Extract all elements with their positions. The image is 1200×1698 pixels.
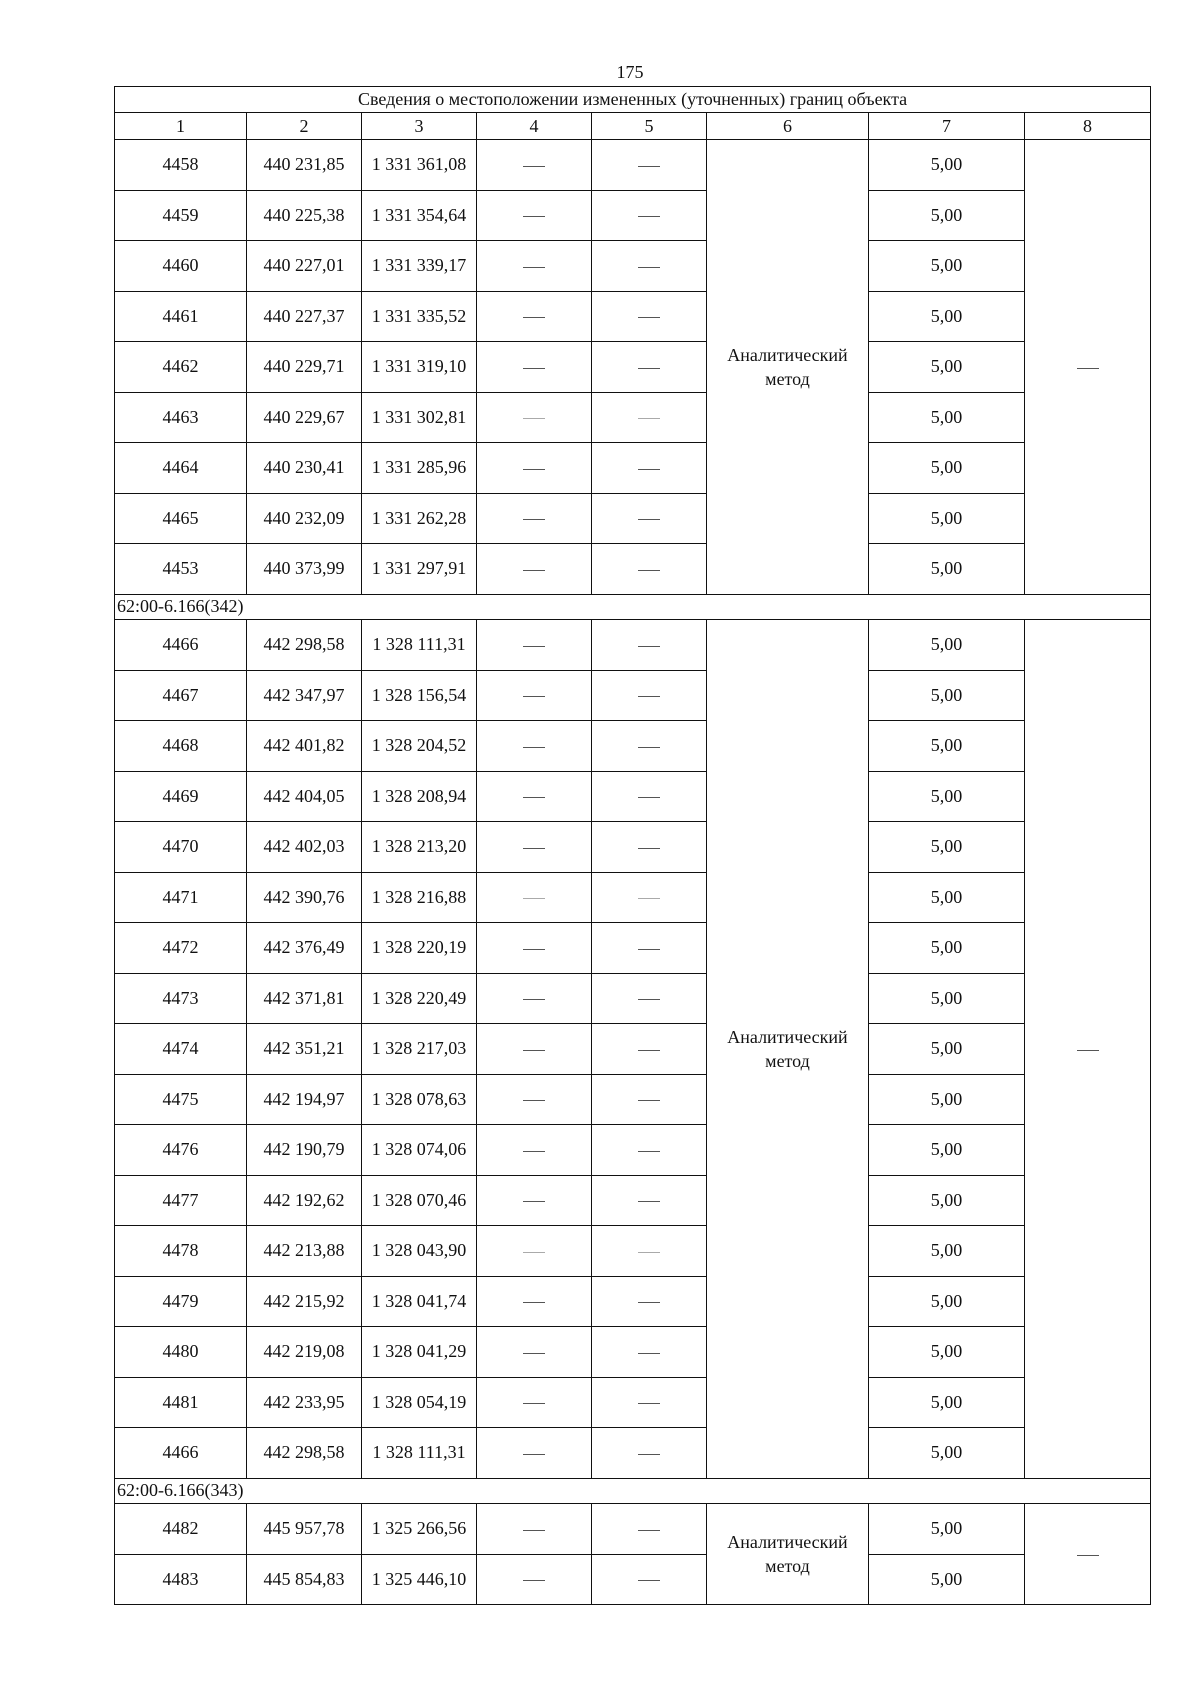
x-coordinate-cell: 442 298,58	[247, 1428, 362, 1479]
empty-value-cell	[477, 544, 592, 595]
empty-value-cell	[592, 1504, 707, 1555]
table-row	[115, 1276, 1151, 1327]
y-coordinate-cell: 1 331 335,52	[362, 291, 477, 342]
empty-value-cell	[592, 822, 707, 873]
empty-value-cell	[477, 822, 592, 873]
section-row	[115, 594, 1151, 620]
y-coordinate-cell: 1 328 220,19	[362, 923, 477, 974]
y-coordinate-cell: 1 328 220,49	[362, 973, 477, 1024]
point-number-cell: 4453	[115, 544, 247, 595]
boundary-table	[114, 86, 1151, 1605]
accuracy-cell: 5,00	[869, 1504, 1025, 1555]
empty-value-cell	[477, 973, 592, 1024]
point-number-cell: 4477	[115, 1175, 247, 1226]
empty-value-cell	[592, 544, 707, 595]
empty-value-cell	[477, 443, 592, 494]
y-coordinate-cell: 1 331 339,17	[362, 241, 477, 292]
empty-value-cell	[592, 923, 707, 974]
y-coordinate-cell: 1 331 302,81	[362, 392, 477, 443]
accuracy-cell: 5,00	[869, 923, 1025, 974]
dash-mark	[523, 1252, 545, 1253]
point-number-cell: 4469	[115, 771, 247, 822]
empty-value-cell	[592, 721, 707, 772]
y-coordinate-cell: 1 328 041,29	[362, 1327, 477, 1378]
empty-value-cell	[592, 190, 707, 241]
section-label: 62:00-6.166(343)	[115, 1478, 1151, 1504]
dash-mark	[523, 1100, 545, 1101]
dash-mark	[638, 1100, 660, 1101]
accuracy-cell: 5,00	[869, 872, 1025, 923]
empty-value-cell	[477, 1175, 592, 1226]
y-coordinate-cell: 1 328 217,03	[362, 1024, 477, 1075]
y-coordinate-cell: 1 328 074,06	[362, 1125, 477, 1176]
y-coordinate-cell: 1 331 262,28	[362, 493, 477, 544]
table-row	[115, 342, 1151, 393]
accuracy-cell: 5,00	[869, 771, 1025, 822]
table-row	[115, 721, 1151, 772]
x-coordinate-cell: 442 219,08	[247, 1327, 362, 1378]
empty-value-cell	[477, 670, 592, 721]
table-row	[115, 1554, 1151, 1605]
point-number-cell: 4465	[115, 493, 247, 544]
x-coordinate-cell: 442 233,95	[247, 1377, 362, 1428]
column-header: 2	[247, 113, 362, 140]
accuracy-cell: 5,00	[869, 392, 1025, 443]
empty-value-cell	[477, 620, 592, 671]
empty-value-cell	[592, 392, 707, 443]
dash-mark	[638, 747, 660, 748]
table-row	[115, 291, 1151, 342]
dash-mark	[523, 519, 545, 520]
empty-value-cell	[592, 872, 707, 923]
accuracy-cell: 5,00	[869, 670, 1025, 721]
point-number-cell: 4460	[115, 241, 247, 292]
dash-mark	[638, 1302, 660, 1303]
dash-mark	[638, 1403, 660, 1404]
accuracy-cell: 5,00	[869, 1327, 1025, 1378]
dash-mark	[638, 166, 660, 167]
table-row	[115, 1074, 1151, 1125]
column-header: 5	[592, 113, 707, 140]
empty-value-cell	[592, 1428, 707, 1479]
accuracy-cell: 5,00	[869, 1276, 1025, 1327]
empty-value-cell	[477, 1276, 592, 1327]
column-header: 4	[477, 113, 592, 140]
table-row	[115, 140, 1151, 191]
x-coordinate-cell: 442 213,88	[247, 1226, 362, 1277]
empty-value-cell	[477, 241, 592, 292]
page-number: 175	[616, 62, 644, 82]
point-number-cell: 4462	[115, 342, 247, 393]
table-row	[115, 973, 1151, 1024]
dash-mark	[1077, 1050, 1099, 1051]
dash-mark	[638, 519, 660, 520]
x-coordinate-cell: 442 404,05	[247, 771, 362, 822]
dash-mark	[523, 1302, 545, 1303]
dash-mark	[523, 216, 545, 217]
x-coordinate-cell: 440 229,71	[247, 342, 362, 393]
y-coordinate-cell: 1 328 070,46	[362, 1175, 477, 1226]
point-number-cell: 4483	[115, 1554, 247, 1605]
dash-mark	[638, 267, 660, 268]
method-line: метод	[765, 368, 810, 389]
empty-value-cell	[477, 721, 592, 772]
dash-mark	[638, 1151, 660, 1152]
dash-mark	[638, 898, 660, 899]
table-row	[115, 620, 1151, 671]
accuracy-cell: 5,00	[869, 443, 1025, 494]
dash-mark	[638, 999, 660, 1000]
dash-mark	[638, 570, 660, 571]
dash-mark	[523, 570, 545, 571]
accuracy-cell: 5,00	[869, 291, 1025, 342]
y-coordinate-cell: 1 328 041,74	[362, 1276, 477, 1327]
column-header: 6	[707, 113, 869, 140]
point-number-cell: 4467	[115, 670, 247, 721]
point-number-cell: 4481	[115, 1377, 247, 1428]
accuracy-cell: 5,00	[869, 241, 1025, 292]
y-coordinate-cell: 1 328 156,54	[362, 670, 477, 721]
dash-mark	[638, 949, 660, 950]
method-line: Аналитический	[727, 1532, 848, 1552]
empty-value-cell	[592, 771, 707, 822]
dash-mark	[638, 646, 660, 647]
y-coordinate-cell: 1 325 266,56	[362, 1504, 477, 1555]
section-label: 62:00-6.166(342)	[115, 594, 1151, 620]
dash-mark	[638, 797, 660, 798]
dash-mark	[638, 368, 660, 369]
x-coordinate-cell: 442 347,97	[247, 670, 362, 721]
y-coordinate-cell: 1 328 111,31	[362, 620, 477, 671]
point-number-cell: 4472	[115, 923, 247, 974]
dash-mark	[523, 898, 545, 899]
empty-value-cell	[592, 1226, 707, 1277]
y-coordinate-cell: 1 331 354,64	[362, 190, 477, 241]
column-header: 7	[869, 113, 1025, 140]
empty-value-cell	[477, 140, 592, 191]
accuracy-cell: 5,00	[869, 973, 1025, 1024]
x-coordinate-cell: 440 230,41	[247, 443, 362, 494]
x-coordinate-cell: 440 232,09	[247, 493, 362, 544]
x-coordinate-cell: 440 227,01	[247, 241, 362, 292]
x-coordinate-cell: 442 402,03	[247, 822, 362, 873]
dash-mark	[523, 267, 545, 268]
accuracy-cell: 5,00	[869, 1377, 1025, 1428]
point-number-cell: 4478	[115, 1226, 247, 1277]
dash-mark	[523, 1201, 545, 1202]
empty-value-cell	[477, 1504, 592, 1555]
dash-mark	[523, 797, 545, 798]
dash-mark	[638, 418, 660, 419]
dash-mark	[523, 848, 545, 849]
point-number-cell: 4466	[115, 620, 247, 671]
x-coordinate-cell: 442 376,49	[247, 923, 362, 974]
x-coordinate-cell: 442 192,62	[247, 1175, 362, 1226]
empty-value-cell	[592, 493, 707, 544]
dash-mark	[523, 1403, 545, 1404]
accuracy-cell: 5,00	[869, 342, 1025, 393]
method-cell	[707, 1504, 869, 1605]
dash-mark	[638, 1252, 660, 1253]
point-number-cell: 4464	[115, 443, 247, 494]
dash-mark	[638, 848, 660, 849]
table-row	[115, 1327, 1151, 1378]
dash-mark	[523, 646, 545, 647]
accuracy-cell: 5,00	[869, 721, 1025, 772]
section-row	[115, 1478, 1151, 1504]
method-line: метод	[765, 1556, 810, 1576]
dash-mark	[638, 1530, 660, 1531]
y-coordinate-cell: 1 331 285,96	[362, 443, 477, 494]
accuracy-cell: 5,00	[869, 1554, 1025, 1605]
empty-value-cell	[477, 1125, 592, 1176]
y-coordinate-cell: 1 328 043,90	[362, 1226, 477, 1277]
empty-value-cell	[592, 1125, 707, 1176]
accuracy-cell: 5,00	[869, 190, 1025, 241]
col8-cell	[1025, 140, 1151, 595]
dash-mark	[523, 1050, 545, 1051]
column-header: 1	[115, 113, 247, 140]
empty-value-cell	[592, 670, 707, 721]
y-coordinate-cell: 1 331 297,91	[362, 544, 477, 595]
dash-mark	[638, 1353, 660, 1354]
empty-value-cell	[477, 1024, 592, 1075]
method-cell	[707, 140, 869, 595]
accuracy-cell: 5,00	[869, 1428, 1025, 1479]
y-coordinate-cell: 1 328 111,31	[362, 1428, 477, 1479]
empty-value-cell	[592, 1554, 707, 1605]
dash-mark	[523, 166, 545, 167]
table-row	[115, 923, 1151, 974]
table-row	[115, 1377, 1151, 1428]
x-coordinate-cell: 440 229,67	[247, 392, 362, 443]
accuracy-cell: 5,00	[869, 620, 1025, 671]
dash-mark	[523, 1353, 545, 1354]
x-coordinate-cell: 442 190,79	[247, 1125, 362, 1176]
empty-value-cell	[477, 392, 592, 443]
empty-value-cell	[592, 241, 707, 292]
empty-value-cell	[592, 1327, 707, 1378]
dash-mark	[523, 949, 545, 950]
x-coordinate-cell: 442 194,97	[247, 1074, 362, 1125]
y-coordinate-cell: 1 328 213,20	[362, 822, 477, 873]
dash-mark	[523, 368, 545, 369]
empty-value-cell	[592, 1377, 707, 1428]
accuracy-cell: 5,00	[869, 822, 1025, 873]
dash-mark	[523, 1454, 545, 1455]
empty-value-cell	[477, 1226, 592, 1277]
accuracy-cell: 5,00	[869, 493, 1025, 544]
dash-mark	[523, 418, 545, 419]
empty-value-cell	[477, 1554, 592, 1605]
x-coordinate-cell: 445 957,78	[247, 1504, 362, 1555]
empty-value-cell	[592, 443, 707, 494]
table-row	[115, 493, 1151, 544]
dash-mark	[638, 1454, 660, 1455]
col8-cell	[1025, 620, 1151, 1479]
y-coordinate-cell: 1 328 208,94	[362, 771, 477, 822]
empty-value-cell	[477, 1428, 592, 1479]
x-coordinate-cell: 442 371,81	[247, 973, 362, 1024]
empty-value-cell	[477, 1377, 592, 1428]
method-line: метод	[765, 1050, 810, 1071]
table-row	[115, 771, 1151, 822]
x-coordinate-cell: 442 215,92	[247, 1276, 362, 1327]
y-coordinate-cell: 1 331 361,08	[362, 140, 477, 191]
table-row	[115, 670, 1151, 721]
empty-value-cell	[477, 872, 592, 923]
table-row	[115, 443, 1151, 494]
point-number-cell: 4468	[115, 721, 247, 772]
table-row	[115, 1504, 1151, 1555]
point-number-cell: 4458	[115, 140, 247, 191]
table-row	[115, 392, 1151, 443]
empty-value-cell	[477, 771, 592, 822]
empty-value-cell	[477, 342, 592, 393]
dash-mark	[1077, 368, 1099, 369]
table-row	[115, 1024, 1151, 1075]
accuracy-cell: 5,00	[869, 1024, 1025, 1075]
point-number-cell: 4473	[115, 973, 247, 1024]
dash-mark	[638, 317, 660, 318]
table-caption: Сведения о местоположении измененных (уточненных) границ объекта	[115, 87, 1151, 113]
dash-mark	[638, 1580, 660, 1581]
point-number-cell: 4461	[115, 291, 247, 342]
x-coordinate-cell: 440 231,85	[247, 140, 362, 191]
accuracy-cell: 5,00	[869, 1125, 1025, 1176]
accuracy-cell: 5,00	[869, 544, 1025, 595]
point-number-cell: 4480	[115, 1327, 247, 1378]
accuracy-cell: 5,00	[869, 140, 1025, 191]
dash-mark	[638, 1050, 660, 1051]
dash-mark	[523, 1530, 545, 1531]
point-number-cell: 4475	[115, 1074, 247, 1125]
table-row	[115, 872, 1151, 923]
dash-mark	[638, 696, 660, 697]
point-number-cell: 4459	[115, 190, 247, 241]
x-coordinate-cell: 442 298,58	[247, 620, 362, 671]
column-header: 3	[362, 113, 477, 140]
table-row	[115, 544, 1151, 595]
table-row	[115, 1175, 1151, 1226]
table-row	[115, 1428, 1151, 1479]
dash-mark	[638, 1201, 660, 1202]
point-number-cell: 4476	[115, 1125, 247, 1176]
method-cell	[707, 620, 869, 1479]
x-coordinate-cell: 442 401,82	[247, 721, 362, 772]
table-row	[115, 822, 1151, 873]
y-coordinate-cell: 1 325 446,10	[362, 1554, 477, 1605]
empty-value-cell	[592, 1024, 707, 1075]
column-header-row	[115, 113, 1151, 140]
dash-mark	[638, 469, 660, 470]
accuracy-cell: 5,00	[869, 1175, 1025, 1226]
table-row	[115, 1125, 1151, 1176]
empty-value-cell	[592, 140, 707, 191]
dash-mark	[523, 1151, 545, 1152]
point-number-cell: 4479	[115, 1276, 247, 1327]
x-coordinate-cell: 440 225,38	[247, 190, 362, 241]
y-coordinate-cell: 1 328 078,63	[362, 1074, 477, 1125]
empty-value-cell	[592, 973, 707, 1024]
point-number-cell: 4471	[115, 872, 247, 923]
table-row	[115, 241, 1151, 292]
dash-mark	[1077, 1555, 1099, 1556]
empty-value-cell	[592, 291, 707, 342]
empty-value-cell	[592, 1074, 707, 1125]
dash-mark	[638, 216, 660, 217]
accuracy-cell: 5,00	[869, 1226, 1025, 1277]
dash-mark	[523, 469, 545, 470]
empty-value-cell	[592, 1276, 707, 1327]
empty-value-cell	[477, 291, 592, 342]
column-header: 8	[1025, 113, 1151, 140]
x-coordinate-cell: 445 854,83	[247, 1554, 362, 1605]
point-number-cell: 4466	[115, 1428, 247, 1479]
table-row	[115, 1226, 1151, 1277]
dash-mark	[523, 999, 545, 1000]
empty-value-cell	[592, 1175, 707, 1226]
y-coordinate-cell: 1 331 319,10	[362, 342, 477, 393]
empty-value-cell	[477, 1327, 592, 1378]
empty-value-cell	[477, 923, 592, 974]
x-coordinate-cell: 442 351,21	[247, 1024, 362, 1075]
col8-cell	[1025, 1504, 1151, 1605]
empty-value-cell	[477, 190, 592, 241]
y-coordinate-cell: 1 328 216,88	[362, 872, 477, 923]
dash-mark	[523, 1580, 545, 1581]
y-coordinate-cell: 1 328 204,52	[362, 721, 477, 772]
table-row	[115, 190, 1151, 241]
dash-mark	[523, 317, 545, 318]
point-number-cell: 4470	[115, 822, 247, 873]
method-line: Аналитический	[727, 1026, 848, 1047]
y-coordinate-cell: 1 328 054,19	[362, 1377, 477, 1428]
x-coordinate-cell: 440 227,37	[247, 291, 362, 342]
empty-value-cell	[592, 342, 707, 393]
empty-value-cell	[477, 1074, 592, 1125]
empty-value-cell	[477, 493, 592, 544]
x-coordinate-cell: 442 390,76	[247, 872, 362, 923]
point-number-cell: 4474	[115, 1024, 247, 1075]
point-number-cell: 4482	[115, 1504, 247, 1555]
method-line: Аналитический	[727, 344, 848, 365]
accuracy-cell: 5,00	[869, 1074, 1025, 1125]
point-number-cell: 4463	[115, 392, 247, 443]
dash-mark	[523, 696, 545, 697]
dash-mark	[523, 747, 545, 748]
empty-value-cell	[592, 620, 707, 671]
x-coordinate-cell: 440 373,99	[247, 544, 362, 595]
